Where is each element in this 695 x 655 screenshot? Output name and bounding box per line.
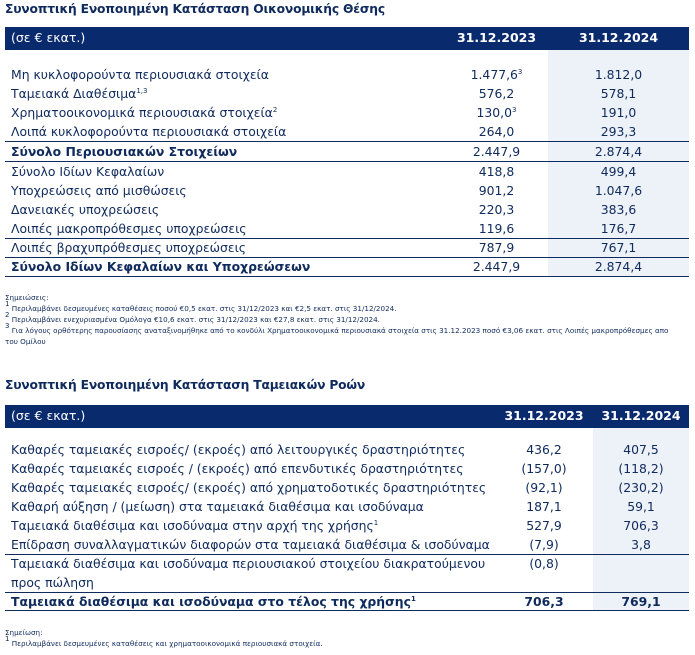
row-label: Καθαρές ταμειακές εισροές / (εκροές) από επενδυτικές δραστηριότητες: [11, 461, 464, 476]
value-2023: (157,0): [521, 461, 567, 476]
value-2024: 191,0: [600, 105, 637, 120]
row-label: Σύνολο Περιουσιακών Στοιχείων: [11, 144, 238, 159]
value-2024: (118,2): [618, 461, 664, 476]
value-2024: 2.874,4: [594, 259, 643, 274]
row-label: Υποχρεώσεις από μισθώσεις: [11, 183, 187, 198]
footnote: $^2$ Περιλαμβάνει ενεχυριασμένα Ομόλογα €10,6 εκατ. στις 31/12/2023 και €27,8 εκατ. στις 31/12/2024.: [5, 311, 380, 324]
row-label: Ταμειακά διαθέσιμα και ισοδύναμα στο τέλος της χρήσης$^1$: [11, 594, 416, 609]
table-header: [5, 27, 689, 50]
row-label: Λοιπά κυκλοφορούντα περιουσιακά στοιχεία: [11, 124, 287, 139]
value-2023: (7,9): [529, 537, 559, 552]
value-2024: 706,3: [623, 518, 659, 533]
footnote: $^1$ Περιλαμβάνει δεσμευμένες καταθέσεις ποσού €0,5 εκατ. στις 31/12/2023 και €2,5 εκατ. στις 31/12/2024.: [5, 300, 397, 313]
row-label: Χρηματοοικονομικά περιουσιακά στοιχεία$^2$: [11, 105, 278, 120]
footnote: $^1$ Περιλαμβάνει δεσμευμένες καταθέσεις και χρηματοοικονομικά περιουσιακά στοιχεία.: [5, 635, 323, 648]
column-header-2024: 31.12.2024: [578, 30, 659, 45]
balance-sheet-notes: [5, 292, 668, 347]
value-2023: 527,9: [526, 518, 562, 533]
table-row: [5, 497, 689, 516]
value-2024: 407,5: [623, 442, 659, 457]
footnote-continued: του Ομίλου: [5, 337, 46, 346]
divider: [5, 610, 689, 611]
row-label: Επίδραση συναλλαγματικών διαφορών στα ταμειακά διαθέσιμα & ισοδύναμα: [11, 537, 490, 552]
value-2023: 436,2: [526, 442, 562, 457]
column-header-2024: 31.12.2024: [601, 408, 681, 423]
footnote: $^3$ Για λόγους ορθότερης παρουσίασης αναταξινομήθηκε από το κονδύλι Χρηματοοικονομικά περιουσιακά στοιχεία στις 31.12.2023 ποσό €3,06 εκατ. στις Λοιπές μακροπρόθεσμες απο: [5, 322, 669, 335]
table-row: [5, 181, 689, 200]
value-2023: 119,6: [478, 221, 515, 236]
unit-label: (σε € εκατ.): [11, 408, 86, 423]
table-row: [5, 440, 689, 459]
value-2024: 293,3: [600, 124, 637, 139]
table-row: [5, 122, 689, 141]
table-row: [5, 219, 689, 238]
notes-heading: Σημείωση:: [5, 628, 43, 637]
row-label: Ταμειακά διαθέσιμα και ισοδύναμα περιουσιακού στοιχείου διακρατούμενου: [11, 556, 486, 571]
column-header-2023: 31.12.2023: [456, 30, 537, 45]
row-label-continued: προς πώληση: [11, 575, 94, 590]
value-2024: 59,1: [627, 499, 655, 514]
closing-cash-row: [5, 592, 689, 611]
table-row: [5, 84, 689, 103]
value-2023: 187,1: [526, 499, 562, 514]
table-row: [5, 478, 689, 497]
value-2024: 769,1: [621, 594, 661, 609]
value-2023: 130,0$^3$: [476, 105, 517, 120]
value-2024: 1.812,0: [594, 67, 643, 82]
row-label: Καθαρή αύξηση / (μείωση) στα ταμειακά διαθέσιμα και ισοδύναμα: [11, 499, 424, 514]
row-label: Μη κυκλοφορούντα περιουσιακά στοιχεία: [11, 67, 269, 82]
table-row: [5, 516, 689, 535]
value-2023: (92,1): [525, 480, 563, 495]
total-equity-liabilities-row: [5, 257, 689, 276]
value-2023: 418,8: [478, 164, 515, 179]
value-2023: 787,9: [478, 240, 515, 255]
row-label: Λοιπές βραχυπρόθεσμες υποχρεώσεις: [11, 240, 247, 255]
row-label: Σύνολο Ιδίων Κεφαλαίων και Υποχρεώσεων: [11, 259, 311, 274]
row-label: Σύνολο Ιδίων Κεφαλαίων: [11, 164, 165, 179]
table-row: [5, 554, 689, 592]
total-assets-row: [5, 142, 689, 161]
table-row: [5, 200, 689, 219]
divider: [5, 276, 689, 277]
value-2024: 499,4: [600, 164, 637, 179]
value-2023: 1.477,6$^3$: [470, 67, 523, 82]
value-2024: (230,2): [618, 480, 664, 495]
row-label: Δανειακές υποχρεώσεις: [11, 202, 160, 217]
value-2023: (0,8): [529, 556, 559, 571]
value-2023: 2.447,9: [472, 144, 521, 159]
cash-flow-table: [5, 405, 689, 610]
cash-flow-title: Συνοπτική Ενοποιημένη Κατάσταση Ταμειακών Ροών: [5, 378, 366, 392]
row-label: Καθαρές ταμειακές εισροές/ (εκροές) από λειτουργικές δραστηριότητες: [11, 442, 466, 457]
value-2024: 3,8: [631, 537, 651, 552]
value-2024: 176,7: [600, 221, 637, 236]
value-2024: 578,1: [600, 86, 637, 101]
balance-sheet-title: Συνοπτική Ενοποιημένη Κατάσταση Οικονομικής Θέσης: [5, 2, 385, 16]
balance-sheet-table: [5, 27, 689, 277]
row-label: Ταμειακά Διαθέσιμα$^{1,3}$: [11, 86, 148, 101]
row-label: Λοιπές μακροπρόθεσμες υποχρεώσεις: [11, 221, 247, 236]
table-row: [5, 65, 689, 84]
value-2024: 2.874,4: [594, 144, 643, 159]
notes-heading: Σημειώσεις:: [5, 293, 49, 302]
table-row: [5, 459, 689, 478]
row-label: Ταμειακά διαθέσιμα και ισοδύναμα στην αρχή της χρήσης$^1$: [11, 518, 379, 533]
unit-label: (σε € εκατ.): [11, 30, 86, 45]
value-2023: 576,2: [478, 86, 515, 101]
value-2024: 383,6: [600, 202, 637, 217]
value-2023: 264,0: [478, 124, 515, 139]
table-row: [5, 238, 689, 257]
table-row: [5, 162, 689, 181]
value-2023: 706,3: [524, 594, 564, 609]
column-header-2023: 31.12.2023: [504, 408, 584, 423]
row-label: Καθαρές ταμειακές εισροές/ (εκροές) από χρηματοδοτικές δραστηριότητες: [11, 480, 487, 495]
cash-flow-notes: [5, 627, 323, 649]
value-2024: 1.047,6: [594, 183, 643, 198]
value-2023: 2.447,9: [472, 259, 521, 274]
table-row: [5, 535, 689, 554]
value-2023: 901,2: [478, 183, 515, 198]
value-2024: 767,1: [600, 240, 637, 255]
value-2023: 220,3: [478, 202, 515, 217]
table-header: [5, 405, 689, 428]
table-row: [5, 103, 689, 122]
